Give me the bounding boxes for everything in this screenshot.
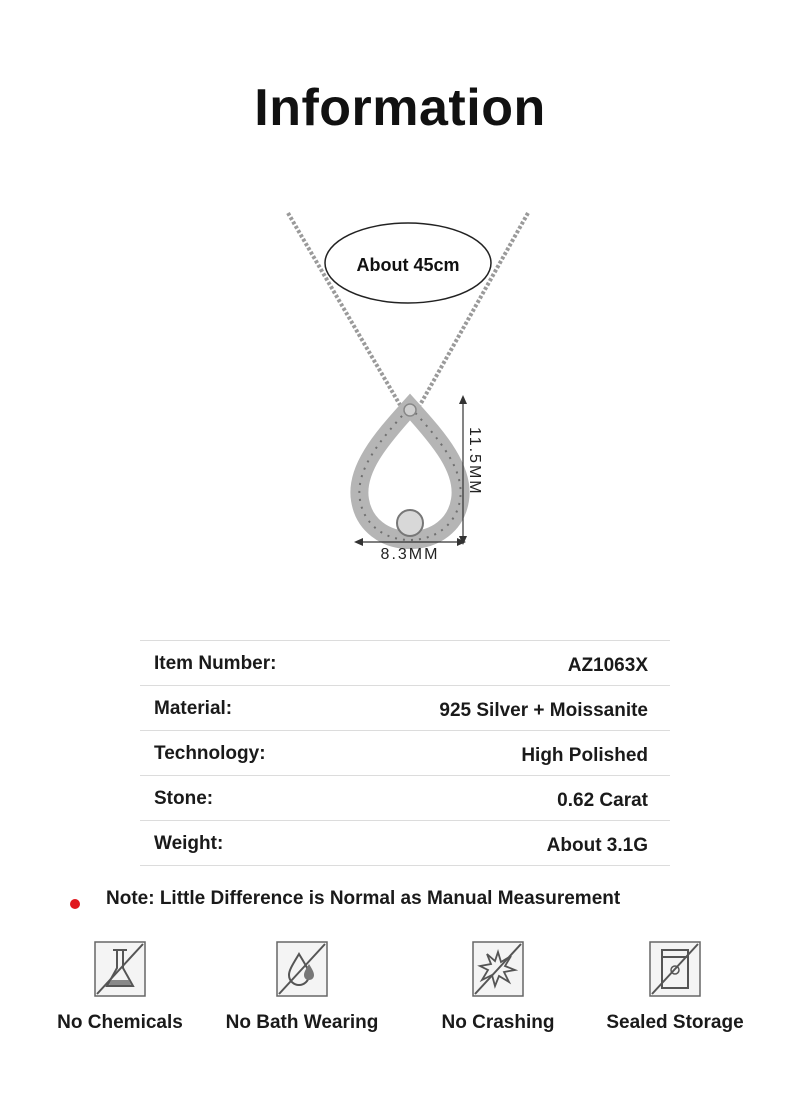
care-no-chemicals	[25, 940, 215, 1050]
care-label: Sealed Storage	[606, 1012, 744, 1033]
care-label: No Bath Wearing	[225, 1012, 379, 1033]
spec-value: About 3.1G	[546, 835, 648, 856]
no-crashing-icon	[471, 940, 525, 998]
spec-table	[140, 640, 670, 866]
spec-value: AZ1063X	[567, 655, 648, 676]
sealed-storage-icon	[648, 940, 702, 998]
length-label: About 45cm	[356, 255, 460, 275]
product-image	[270, 205, 550, 585]
measurement-note	[60, 886, 760, 916]
spec-row-technology	[140, 730, 670, 775]
care-no-crashing	[403, 940, 593, 1050]
height-label: 11.5MM	[466, 427, 483, 496]
care-label: No Chemicals	[57, 1012, 183, 1033]
spec-row-stone	[140, 775, 670, 820]
bullet-icon	[70, 899, 80, 909]
spec-row-item-number	[140, 640, 670, 685]
page-title: Information	[254, 79, 546, 137]
spec-row-weight	[140, 820, 670, 866]
no-chemicals-icon	[93, 940, 147, 998]
spec-value: 0.62 Carat	[557, 790, 648, 811]
care-no-bath	[207, 940, 397, 1050]
spec-row-material	[140, 685, 670, 730]
care-sealed-storage	[580, 940, 770, 1050]
no-bath-icon	[275, 940, 329, 998]
spec-label: Technology:	[154, 743, 266, 764]
spec-label: Item Number:	[154, 653, 277, 674]
width-label: 8.3MM	[380, 546, 440, 563]
spec-value: High Polished	[521, 745, 648, 766]
spec-label: Stone:	[154, 788, 214, 809]
spec-value: 925 Silver + Moissanite	[439, 700, 648, 721]
care-label: No Crashing	[441, 1012, 555, 1033]
spec-label: Material:	[154, 698, 233, 719]
spec-label: Weight:	[154, 833, 224, 854]
note-text: Note: Little Difference is Normal as Manual Measurement	[106, 888, 621, 909]
necklace-illustration	[270, 205, 550, 585]
